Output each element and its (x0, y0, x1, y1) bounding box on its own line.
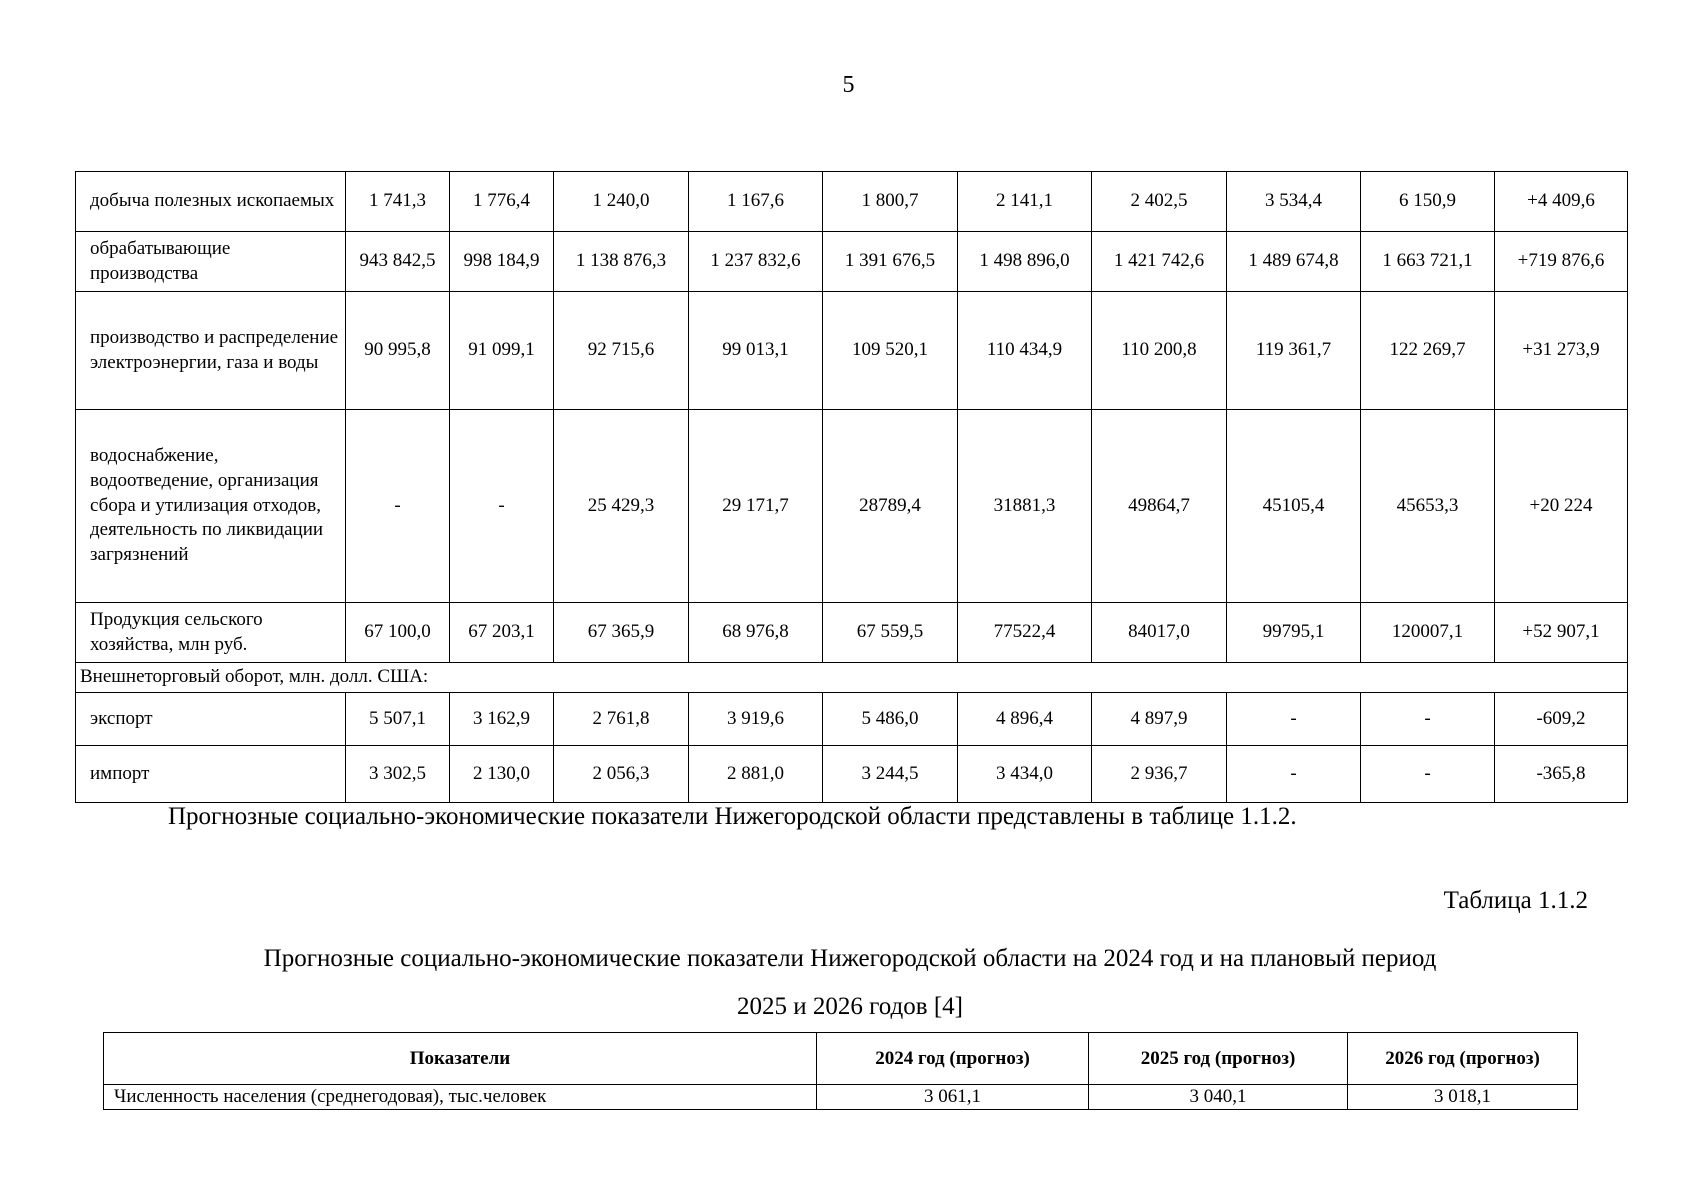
table-cell: 6 150,9 (1361, 172, 1495, 232)
table-cell: 90 995,8 (346, 292, 450, 410)
row-label: обрабатывающие производства (76, 232, 346, 292)
table-cell: 2 761,8 (554, 693, 689, 746)
table-cell: 45105,4 (1227, 410, 1361, 603)
table-cell: 49864,7 (1092, 410, 1227, 603)
column-header: 2026 год (прогноз) (1348, 1033, 1578, 1085)
table-row (76, 693, 1628, 746)
table-cell: 1 489 674,8 (1227, 232, 1361, 292)
table-cell: 3 018,1 (1348, 1085, 1578, 1110)
table-cell: 67 100,0 (346, 603, 450, 663)
table-cell: 119 361,7 (1227, 292, 1361, 410)
table-cell: -365,8 (1495, 746, 1628, 803)
table-cell: - (1227, 693, 1361, 746)
table-cell: 110 200,8 (1092, 292, 1227, 410)
table-cell: +31 273,9 (1495, 292, 1628, 410)
table-cell: 1 391 676,5 (823, 232, 958, 292)
table-cell: 67 365,9 (554, 603, 689, 663)
table-cell: 77522,4 (958, 603, 1092, 663)
row-label: добыча полезных ископаемых (76, 172, 346, 232)
row-label: производство и распределение электроэнергии, газа и воды (76, 292, 346, 410)
table-cell: 3 302,5 (346, 746, 450, 803)
table-cell: 1 663 721,1 (1361, 232, 1495, 292)
table-cell: 109 520,1 (823, 292, 958, 410)
table-cell: 3 434,0 (958, 746, 1092, 803)
table-cell: 45653,3 (1361, 410, 1495, 603)
row-label: водоснабжение, водоотведение, организация сбора и утилизация отходов, деятельность по ликвидации загрязнений (76, 410, 346, 603)
table-cell: 84017,0 (1092, 603, 1227, 663)
table-cell: 2 402,5 (1092, 172, 1227, 232)
table-row (104, 1085, 1578, 1110)
column-header: 2025 год (прогноз) (1089, 1033, 1348, 1085)
table-cell: +20 224 (1495, 410, 1628, 603)
table-cell: 1 240,0 (554, 172, 689, 232)
table-header-row (104, 1033, 1578, 1085)
table-cell: +52 907,1 (1495, 603, 1628, 663)
table-cell: 91 099,1 (450, 292, 554, 410)
row-label: импорт (76, 746, 346, 803)
economic-indicators-table (75, 171, 1628, 803)
table-cell: +4 409,6 (1495, 172, 1628, 232)
table-cell: 4 897,9 (1092, 693, 1227, 746)
table-cell: 2 881,0 (689, 746, 823, 803)
table-row (76, 232, 1628, 292)
table-cell: 29 171,7 (689, 410, 823, 603)
table-cell: 4 896,4 (958, 693, 1092, 746)
table-cell: - (1361, 746, 1495, 803)
table-cell: 2 056,3 (554, 746, 689, 803)
table-cell: 1 776,4 (450, 172, 554, 232)
table-cell: 3 061,1 (817, 1085, 1089, 1110)
table-cell: 31881,3 (958, 410, 1092, 603)
row-label: Продукция сельского хозяйства, млн руб. (76, 603, 346, 663)
table-row (76, 172, 1628, 232)
section-row (76, 663, 1628, 693)
table-cell: 99 013,1 (689, 292, 823, 410)
table-cell: 2 936,7 (1092, 746, 1227, 803)
table-cell: 5 507,1 (346, 693, 450, 746)
table-cell: 3 244,5 (823, 746, 958, 803)
table-cell: 2 141,1 (958, 172, 1092, 232)
table-cell: - (1227, 746, 1361, 803)
section-title: Внешнеторговый оборот, млн. долл. США: (76, 663, 1628, 693)
table-row (76, 410, 1628, 603)
table-cell: 1 167,6 (689, 172, 823, 232)
table-cell: - (346, 410, 450, 603)
table-cell: 1 498 896,0 (958, 232, 1092, 292)
table-cell: 2 130,0 (450, 746, 554, 803)
table-cell: - (1361, 693, 1495, 746)
column-header: Показатели (104, 1033, 817, 1085)
table-cell: 110 434,9 (958, 292, 1092, 410)
table-row (76, 292, 1628, 410)
row-label: экспорт (76, 693, 346, 746)
table-cell: +719 876,6 (1495, 232, 1628, 292)
column-header: 2024 год (прогноз) (817, 1033, 1089, 1085)
table-cell: 25 429,3 (554, 410, 689, 603)
table-cell: 67 559,5 (823, 603, 958, 663)
table-cell: 1 800,7 (823, 172, 958, 232)
table-cell: 120007,1 (1361, 603, 1495, 663)
table-cell: 3 162,9 (450, 693, 554, 746)
table-cell: 3 534,4 (1227, 172, 1361, 232)
table-caption: Таблица 1.1.2 (1443, 887, 1588, 914)
table-cell: -609,2 (1495, 693, 1628, 746)
table-cell: - (450, 410, 554, 603)
table-title-line: 2025 и 2026 годов [4] (737, 993, 963, 1020)
forecast-table (103, 1032, 1578, 1110)
table-title (100, 935, 1600, 1031)
table-cell: 67 203,1 (450, 603, 554, 663)
table-cell: 28789,4 (823, 410, 958, 603)
table-cell: 5 486,0 (823, 693, 958, 746)
table-cell: 943 842,5 (346, 232, 450, 292)
table-title-line: Прогнозные социально-экономические показатели Нижегородской области на 2024 год и на плановый период (263, 945, 1437, 972)
page-number: 5 (842, 72, 855, 98)
lead-paragraph: Прогнозные социально-экономические показатели Нижегородской области представлены в таблице 1.1.2. (168, 803, 1297, 830)
table-row (76, 746, 1628, 803)
table-cell: 1 138 876,3 (554, 232, 689, 292)
table-cell: 1 421 742,6 (1092, 232, 1227, 292)
table-cell: 99795,1 (1227, 603, 1361, 663)
table-cell: 3 040,1 (1089, 1085, 1348, 1110)
table-cell: 92 715,6 (554, 292, 689, 410)
table-cell: 122 269,7 (1361, 292, 1495, 410)
row-label: Численность населения (среднегодовая), тыс.человек (104, 1085, 817, 1110)
table-cell: 1 741,3 (346, 172, 450, 232)
table-row (76, 603, 1628, 663)
table-cell: 998 184,9 (450, 232, 554, 292)
table-cell: 1 237 832,6 (689, 232, 823, 292)
table-cell: 68 976,8 (689, 603, 823, 663)
table-cell: 3 919,6 (689, 693, 823, 746)
